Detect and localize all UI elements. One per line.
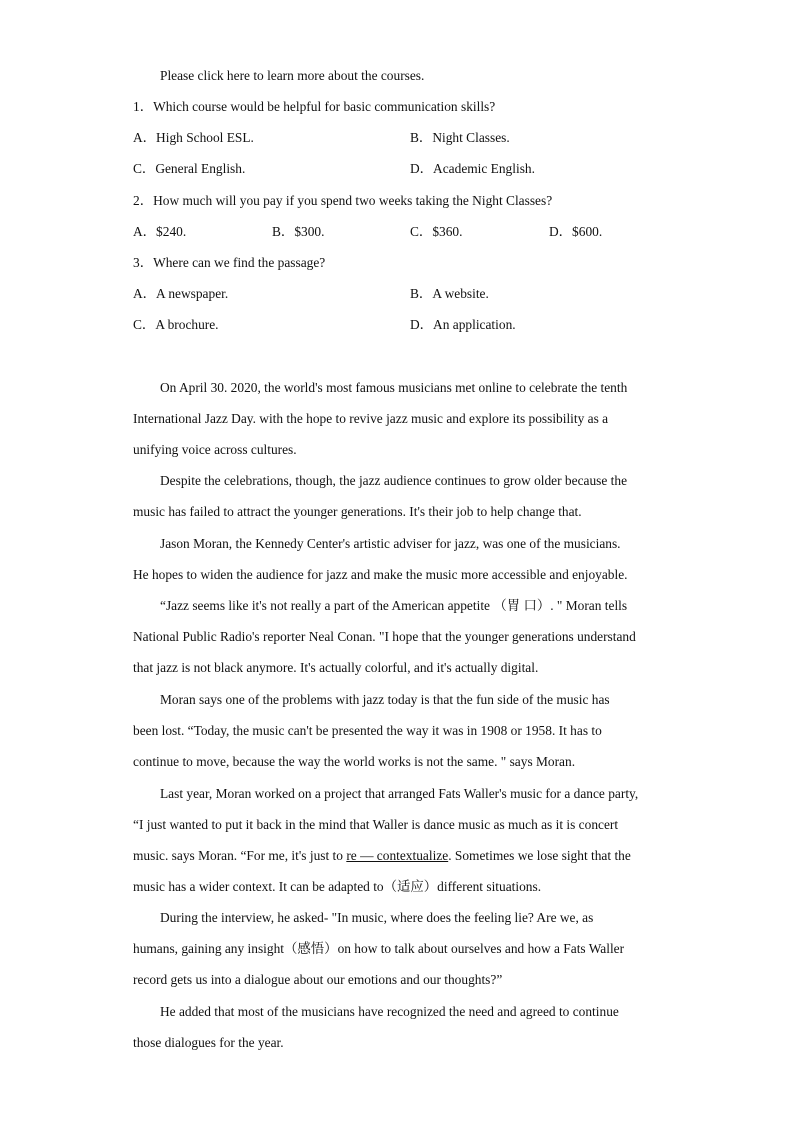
passage-line: He added that most of the musicians have recognized the need and agreed to continue [160,1004,619,1019]
question-2-option-a[interactable]: A．$240. [133,224,187,239]
passage-line-with-underline [133,847,631,865]
passage-line: been lost. “Today, the music can't be presented the way it was in 1908 or 1958. It has to [133,723,602,738]
question-1-option-c[interactable]: C．General English. [133,161,246,176]
passage-line: On April 30. 2020, the world's most famous musicians met online to celebrate the tenth [160,380,628,395]
question-2-option-c[interactable]: C．$360. [410,224,463,239]
passage-line: unifying voice across cultures. [133,442,297,457]
passage-line: humans, gaining any insight（感悟）on how to talk about ourselves and how a Fats Waller [133,941,625,956]
passage-text-segment: music. says Moran. “For me, it's just to [133,848,347,863]
passage-line: Despite the celebrations, though, the jazz audience continues to grow older because the [160,473,628,488]
passage-line: National Public Radio's reporter Neal Conan. "I hope that the younger generations understand [133,629,636,644]
question-2-option-b[interactable]: B．$300. [272,224,325,239]
intro-text: Please click here to learn more about the courses. [160,68,425,83]
passage-line: Last year, Moran worked on a project that arranged Fats Waller's music for a dance party, [160,786,639,801]
question-1-option-d[interactable]: D．Academic English. [410,161,535,176]
passage-line: Jason Moran, the Kennedy Center's artistic adviser for jazz, was one of the musicians. [160,536,621,551]
passage-text-segment: . Sometimes we lose sight that the [448,848,631,863]
passage-line: that jazz is not black anymore. It's actually colorful, and it's actually digital. [133,660,539,675]
passage-line: music has failed to attract the younger generations. It's their job to help change that. [133,504,582,519]
question-1-stem: 1．Which course would be helpful for basic communication skills? [133,99,496,114]
question-3-option-b[interactable]: B．A website. [410,286,489,301]
passage-line: record gets us into a dialogue about our emotions and our thoughts?” [133,972,503,987]
passage-line: “I just wanted to put it back in the mind that Waller is dance music as much as it is concert [133,817,619,832]
question-2-option-d[interactable]: D．$600. [549,224,603,239]
passage-line: those dialogues for the year. [133,1035,284,1050]
passage-line: “Jazz seems like it's not really a part of the American appetite （胃 口）. " Moran tells [160,598,628,613]
passage-line: During the interview, he asked- "In music, where does the feeling lie? Are we, as [160,910,594,925]
question-1-option-b[interactable]: B．Night Classes. [410,130,510,145]
passage-line: continue to move, because the way the world works is not the same. " says Moran. [133,754,576,769]
question-3-stem: 3．Where can we find the passage? [133,255,326,270]
passage-line: music has a wider context. It can be adapted to（适应）different situations. [133,879,542,894]
question-3-option-a[interactable]: A．A newspaper. [133,286,229,301]
question-2-stem: 2．How much will you pay if you spend two weeks taking the Night Classes? [133,193,553,208]
passage-line: He hopes to widen the audience for jazz and make the music more accessible and enjoyable. [133,567,628,582]
question-3-option-c[interactable]: C．A brochure. [133,317,219,332]
passage-line: Moran says one of the problems with jazz today is that the fun side of the music has [160,692,610,707]
passage-line: International Jazz Day. with the hope to revive jazz music and explore its possibility as a [133,411,609,426]
question-3-option-d[interactable]: D．An application. [410,317,516,332]
question-1-option-a[interactable]: A．High School ESL. [133,130,254,145]
underlined-term: re — contextualize [346,848,449,863]
